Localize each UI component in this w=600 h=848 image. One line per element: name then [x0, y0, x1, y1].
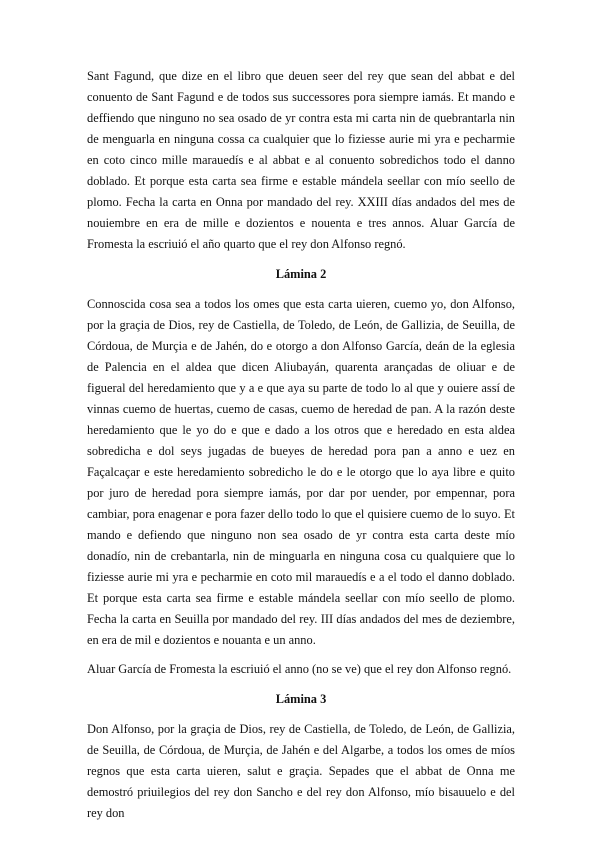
paragraph-lamina-3: Don Alfonso, por la graçia de Dios, rey de Castiella, de Toledo, de León, de Gallizia, de Seuilla, de Córdoua, de Murçia, de Jahén e del Algarbe, a todos los omes de míos regnos que esta carta uieren, salut e graçia. Sepades que el abbat de Onna me demostró priuilegios del rey don Sancho e del rey don Alfonso, mío bisauuelo e del rey don: [87, 722, 515, 820]
heading-lamina-2: Lámina 2: [275, 267, 327, 281]
paragraph-lamina-1-continuation: Sant Fagund, que dize en el libro que deuen seer del rey que sean del abbat e del conuento de Sant Fagund e de todos sus successores pora siempre iamás. Et mando e deffiendo que ninguno no sea osado de yr contra esta mi carta nin de quebrantarla nin de menguarla en ninguna cossa ca cualquier que lo fiziesse aurie mi yra e pecharmie en coto cinco mille marauedís e al abbat e al conuento sobredichos todo el danno doblado. Et porque esta carta sea firme e estable mándela seellar con mío seello de plomo. Fecha la carta en Onna por mandado del rey. XXIII días andados del mes de nouiembre en era de mille e dozientos e nouenta e tres annos. Aluar García de Fromesta la escriuió el año quarto que el rey don Alfonso regnó.: [87, 69, 515, 251]
heading-lamina-3: Lámina 3: [275, 692, 327, 706]
document-body: [87, 66, 515, 824]
paragraph-lamina-2-signature: Aluar García de Fromesta la escriuió el anno (no se ve) que el rey don Alfonso regnó.: [87, 662, 512, 676]
paragraph-lamina-2: Connoscida cosa sea a todos los omes que esta carta uieren, cuemo yo, don Alfonso, por la graçia de Dios, rey de Castiella, de Toledo, de León, de Gallizia, de Seuilla, de Córdoua, de Murçia e de Jahén, do e otorgo a don Alfonso García, deán de la eglesia de Palencia en el aldea que dicen Aliubayán, quarenta arançadas de oliuar e de figueral del heredamiento que y a e que aya su parte de todo lo al que y ouiere assí de vinnas cuemo de huertas, cuemo de casas, cuemo de heredad de pan. A la razón deste heredamiento que le yo do e que e dado a los otros que e heredado en esta aldea sobredicha e dol seys jugadas de bueyes de heredad pora pan a anno e uez en Façalcaçar e este heredamiento sobredicho le do e le otorgo que lo aya libre e quito por juro de heredad pora siempre iamás, por dar por uender, por empennar, pora cambiar, pora enagenar e pora fazer dello todo lo que el quisiere cuemo de lo suyo. Et mando e defiendo que ninguno non sea osado de yr contra esta carta deste mío donadío, nin de crebantarla, nin de minguarla en ninguna cosa cu qualquiere que lo fiziesse aurie mi yra e pecharmie en coto mil marauedís e a el todo el danno doblado. Et porque esta carta sea firme e estable mándela seellar con mío seello de plomo. Fecha la carta en Seuilla por mandado del rey. III días andados del mes de deziembre, en era de mil e dozientos e nouanta e un anno.: [87, 297, 515, 647]
